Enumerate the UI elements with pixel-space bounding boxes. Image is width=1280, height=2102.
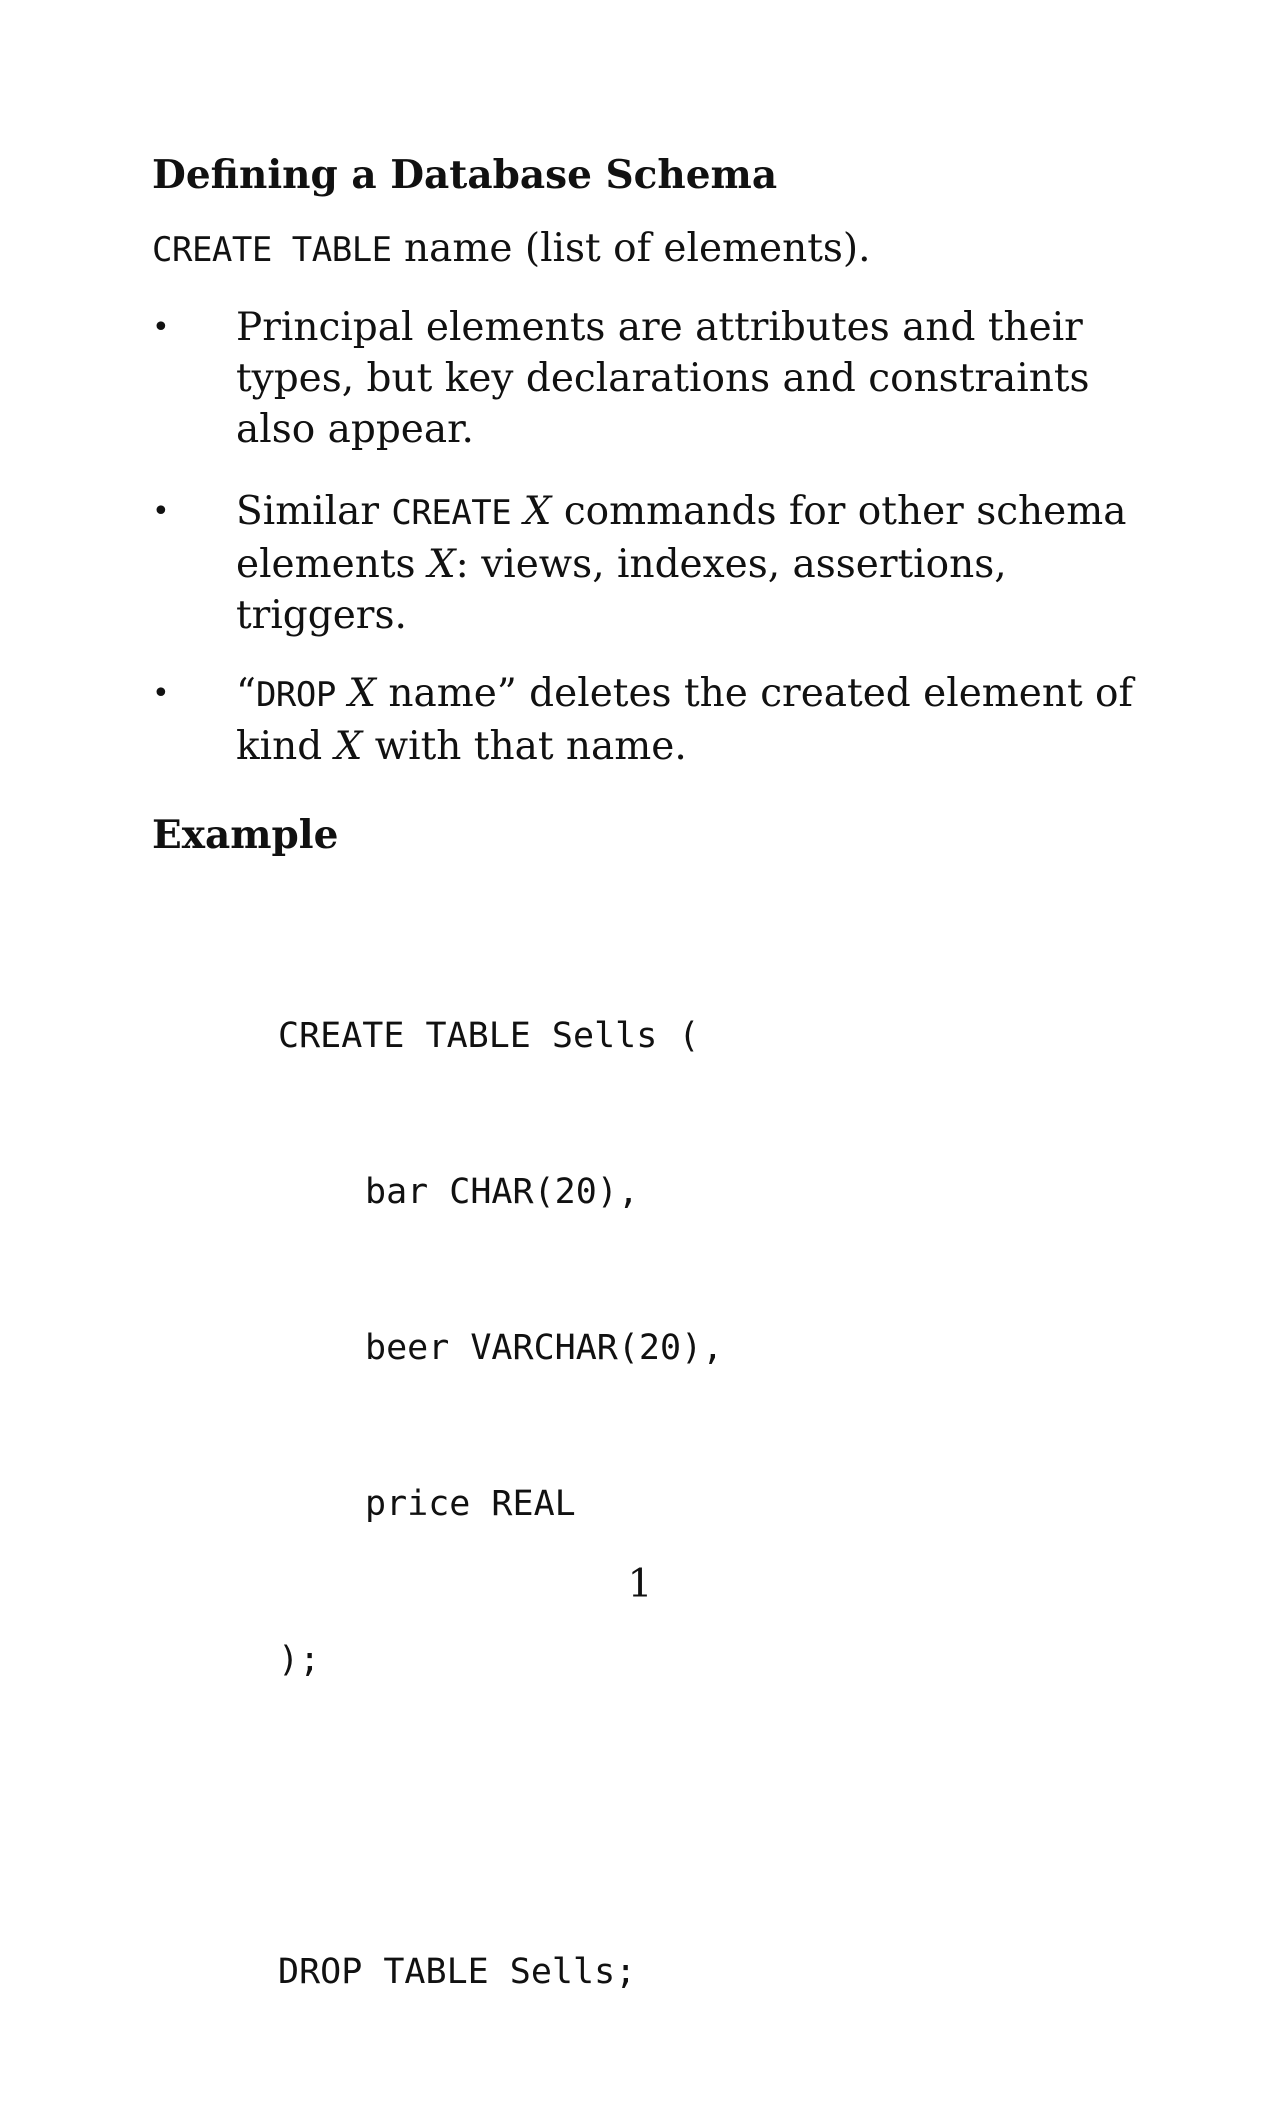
bullet-icon: •	[152, 494, 170, 529]
code-line	[278, 1478, 723, 1530]
page-title: Defining a Database Schema	[152, 152, 778, 198]
code-line	[278, 1010, 723, 1062]
code-line-text: bar CHAR(20),	[365, 1172, 639, 1212]
code-line-text: price REAL	[365, 1484, 576, 1524]
bullet-2-mid: commands for other schema elements	[236, 489, 1127, 587]
code-example	[278, 906, 723, 2102]
code-line	[278, 1166, 723, 1218]
code-line-text: beer VARCHAR(20),	[365, 1328, 724, 1368]
page-number: 1	[627, 1562, 653, 1607]
bullet-3-keyword: DROP	[255, 675, 336, 715]
bullet-2-variable: X	[523, 489, 552, 534]
bullet-3-variable-2: X	[334, 724, 363, 769]
code-blank-line	[278, 1790, 723, 1842]
create-table-syntax	[152, 226, 871, 271]
code-line	[278, 1322, 723, 1374]
syntax-keyword: CREATE TABLE	[152, 230, 392, 270]
bullet-text	[236, 668, 1156, 772]
code-line-text: );	[278, 1640, 321, 1680]
syntax-rest: name (list of elements).	[391, 226, 871, 271]
code-line-text: CREATE TABLE Sells (	[278, 1016, 700, 1056]
bullet-2-prefix: Similar	[236, 489, 392, 534]
bullet-2-suffix: : views, indexes, assertions, triggers.	[236, 542, 1007, 638]
bullet-icon: •	[152, 310, 170, 345]
bullet-3-suffix: with that name.	[362, 724, 687, 769]
code-line	[278, 1946, 723, 1998]
bullet-2-keyword: CREATE	[391, 493, 512, 533]
bullet-2-variable-2: X	[427, 542, 456, 587]
code-line	[278, 1634, 723, 1686]
bullet-text	[236, 302, 1156, 455]
code-line-text: DROP TABLE Sells;	[278, 1952, 637, 1992]
bullet-3-variable: X	[348, 671, 377, 716]
bullet-3-open-quote: “	[236, 671, 256, 716]
bullet-1-text: Principal elements are attributes and their types, but key declarations and constraints also appear.	[236, 305, 1090, 452]
bullet-icon: •	[152, 676, 170, 711]
bullet-text	[236, 486, 1156, 641]
bullet-3-mid: name” deletes the created element of kind	[236, 671, 1133, 769]
example-heading: Example	[152, 812, 339, 858]
